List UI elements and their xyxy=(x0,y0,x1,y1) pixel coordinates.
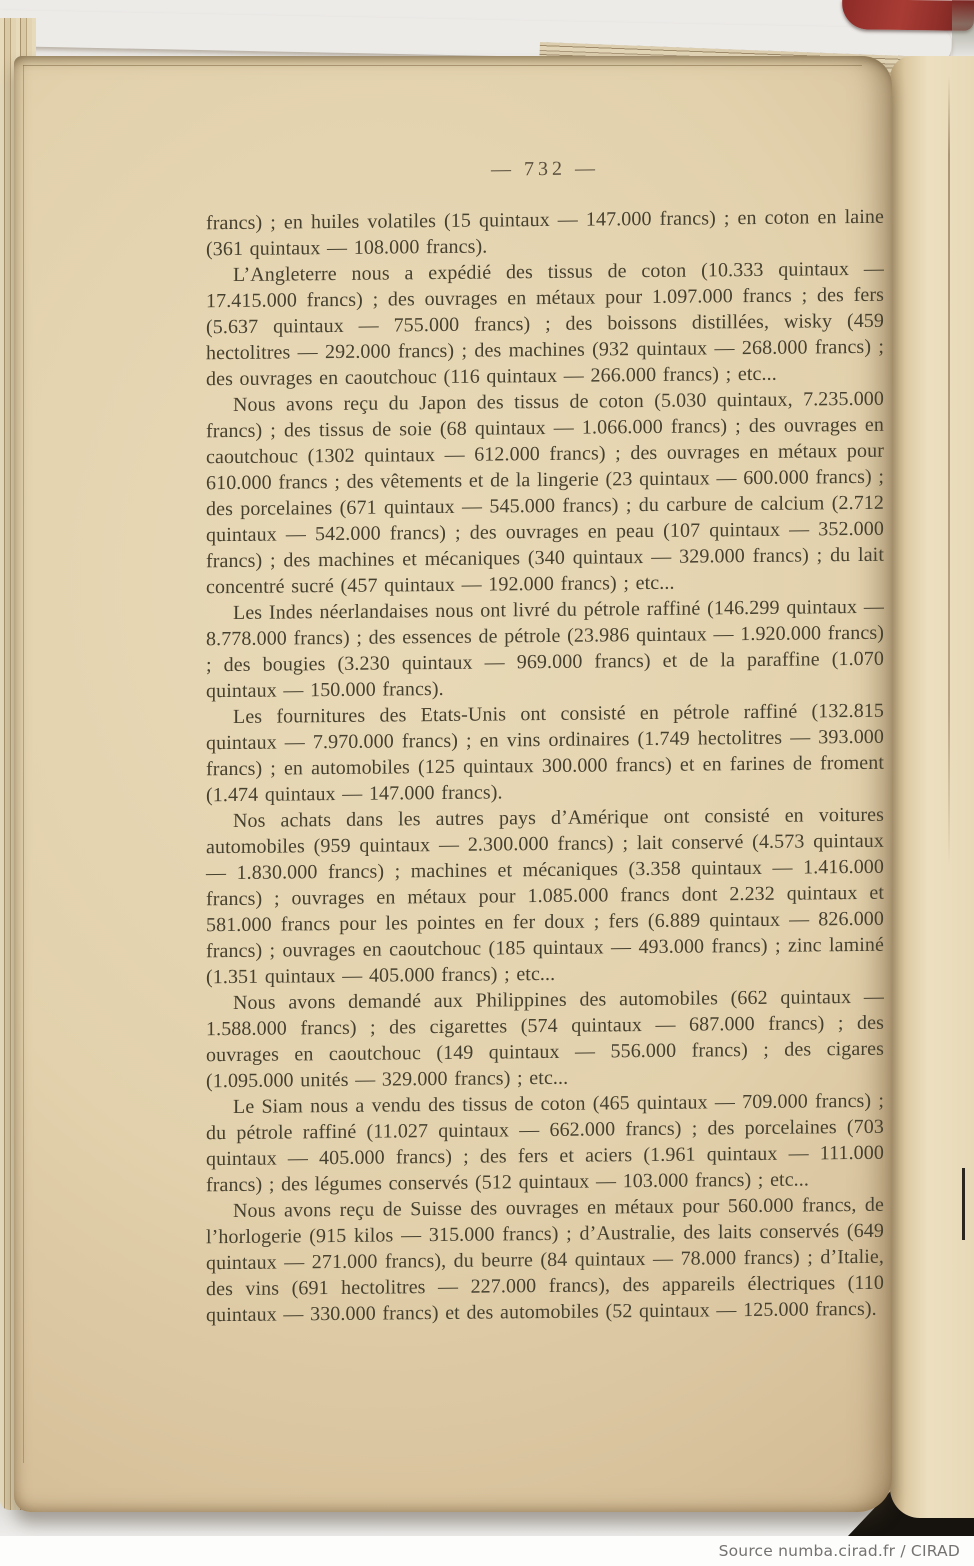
book-cover-spine-edge xyxy=(952,0,974,60)
attribution-bar xyxy=(0,1536,974,1566)
paragraph-siam: Le Siam nous a vendu des tissus de coton (465 quintaux — 709.000 francs) ; du pétrole raffiné (11.027 quintaux — 662.000 francs) ; des porcelaines (703 quintaux — 405.000 francs) ; des fers et aciers (1.961 quintaux — 111.000 francs) ; des légumes conservés (512 quintaux — 103.000 francs) ; etc... xyxy=(206,1089,884,1197)
paragraph-etats-unis: Les fournitures des Etats-Unis ont consisté en pétrole raffiné (132.815 quintaux — 7.970.000 francs) ; en vins ordinaires (1.749 hectolitres — 393.000 francs) ; en automobiles (125 quintaux 300.000 francs) et en farines de froment (1.474 quintaux — 147.000 francs). xyxy=(206,699,884,807)
paragraph-continuation: francs) ; en huiles volatiles (15 quintaux — 147.000 francs) ; en coton en laine (361 quintaux — 108.000 francs). xyxy=(206,205,884,261)
attribution-text: Source numba.cirad.fr / CIRAD xyxy=(718,1542,960,1560)
paragraph-japon: Nous avons reçu du Japon des tissus de coton (5.030 quintaux, 7.235.000 francs) ; des tissus de soie (68 quintaux — 1.066.000 francs) ; des ouvrages en caoutchouc (1302 quintaux — 612.000 francs) ; des ouvrages en métaux pour 610.000 francs ; des vêtements et de la lingerie (23 quintaux — 600.000 francs) ; des porcelaines (671 quintaux — 545.000 francs) ; du carbure de calcium (2.712 quintaux — 542.000 francs) ; des ouvrages en peau (107 quintaux — 352.000 francs) ; des machines et mécaniques (340 quintaux — 329.000 francs) ; du lait concentré sucré (457 quintaux — 192.000 francs) ; etc... xyxy=(206,387,884,599)
page-crease-line xyxy=(948,76,950,866)
paragraph-philippines: Nous avons demandé aux Philippines des automobiles (662 quintaux — 1.588.000 francs) ; des cigarettes (574 quintaux — 687.000 francs) ; des ouvrages en caoutchouc (149 quintaux — 556.000 francs) ; des cigares (1.095.000 unités — 329.000 francs) ; etc... xyxy=(206,985,884,1093)
page-content xyxy=(206,155,884,1329)
paragraph-angleterre: L’Angleterre nous a expédié des tissus de coton (10.333 quintaux — 17.415.000 francs) ; des ouvrages en métaux pour 1.097.000 francs ; des fers (5.637 quintaux — 755.000 francs) ; des boissons distillées, wisky (459 hectolitres — 292.000 francs) ; des machines (932 quintaux — 268.000 francs) ; des ouvrages en caoutchouc (116 quintaux — 266.000 francs) ; etc... xyxy=(206,257,884,391)
paragraph-amerique: Nos achats dans les autres pays d’Amérique ont consisté en voitures automobiles (959 quintaux — 2.300.000 francs) ; lait conservé (4.573 quintaux — 1.830.000 francs) ; machines et mécaniques (3.358 quintaux — 1.416.000 francs) ; ouvrages en métaux pour 1.085.000 francs dont 2.232 quintaux et 581.000 francs pour les pointes en fer doux ; fers (6.889 quintaux — 826.000 francs) ; ouvrages en caoutchouc (185 quintaux — 493.000 francs) ; zinc laminé (1.351 quintaux — 405.000 francs) ; etc... xyxy=(206,803,884,989)
paragraph-indes-neerlandaises: Les Indes néerlandaises nous ont livré du pétrole raffiné (146.299 quintaux — 8.778.000 francs) ; des essences de pétrole (23.986 quintaux — 1.920.000 francs) ; des bougies (3.230 quintaux — 969.000 francs) et de la paraffine (1.070 quintaux — 150.000 francs). xyxy=(206,595,884,703)
next-page-printed-rule xyxy=(962,1168,965,1240)
book-page xyxy=(14,56,892,1512)
next-page-edge xyxy=(890,56,974,1518)
paragraph-suisse-australie-italie: Nous avons reçu de Suisse des ouvrages en métaux pour 560.000 francs, de l’horlogerie (915 kilos — 315.000 francs) ; d’Australie, des laits conservés (649 quintaux — 271.000 francs), du beurre (84 quintaux — 78.000 francs) ; d’Italie, des vins (691 hectolitres — 227.000 francs), des appareils électriques (110 quintaux — 330.000 francs) et des automobiles (52 quintaux — 125.000 francs). xyxy=(206,1193,884,1327)
page-number: — 732 — xyxy=(491,157,599,181)
